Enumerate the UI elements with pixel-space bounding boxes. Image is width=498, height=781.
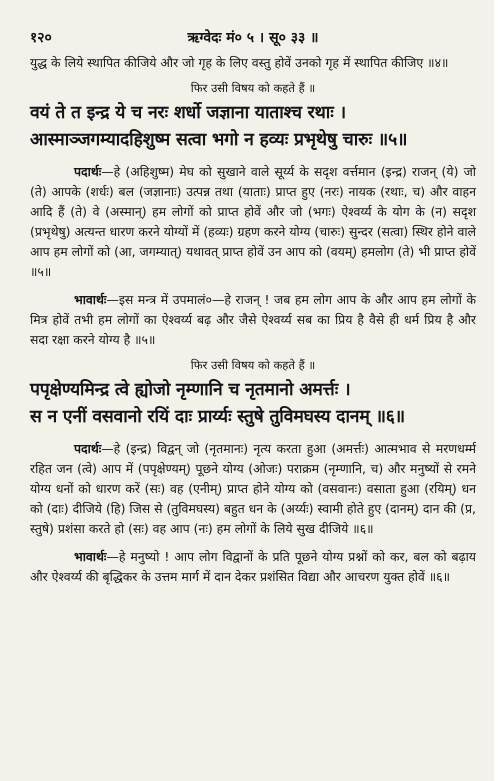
bhavartha-label: भावार्थः <box>74 292 107 307</box>
section1-bhavartha <box>30 290 476 350</box>
bhavartha-label: भावार्थः <box>74 549 107 564</box>
padartha-text: —हे (अहिशुष्म) मेघ को सुखाने वाले सूर्य्य के सदृश वर्त्तमान (इन्द्र) राजन् (ये) जो (ते) आपके (शर्धः) बल (जज्ञानाः) उत्पन्न तथा (याताः) प्राप्त हुए (नरः) नायक (रथाः, च) और वाहन आदि हैं (ते) वे (अस्मान्) हम लोगों को प्राप्त होवें और जो (भगः) ऐश्वर्य्य के योग के (न) सदृश (प्रभृथेषु) अत्यन्त धारण करने योग्यों में (हव्यः) ग्रहण करने योग्य (चारुः) सुन्दर (सत्वा) स्थिर होने वाले आप हम लोगों को (आ, जगम्यात्) यथावत् प्राप्त होवें उन आप को (वयम्) हमलोग (ते) भी प्राप्त होवें ॥५॥ <box>30 164 476 279</box>
bhavartha-text: —इस मन्त्र में उपमालं०—हे राजन् ! जब हम लोग आप के और आप हम लोगों के मित्र होवें तभी हम लोगों का ऐश्वर्य्य बढ़ और जैसे ऐश्वर्य्य सब का प्रिय है वैसे ही धर्म प्रिय है और सदा रक्षा करने योग्य है ॥५॥ <box>30 292 476 347</box>
padartha-label: पदार्थः <box>74 164 102 179</box>
spacer <box>30 539 476 547</box>
section2-padartha <box>30 439 476 539</box>
running-header <box>30 28 476 47</box>
padartha-label: पदार्थः <box>74 441 102 456</box>
section1-mantra-line2: आस्माञ्जगम्यादहिशुष्म सत्वा भगो न हव्यः प्रभृथेषु चारुः ॥५॥ <box>30 130 408 150</box>
section2-bhavartha <box>30 547 476 587</box>
page-number: १२० <box>30 30 52 46</box>
spacer <box>30 282 476 290</box>
section2-subheading: फिर उसी विषय को कहते हैं ॥ <box>190 358 316 372</box>
padartha-text: —हे (इन्द्र) विद्वन् जो (नृतमानः) नृत्य करता हुआ (अमर्त्तः) आत्मभाव से मरणधर्म्म रहित जन (त्वे) आप में (पपृक्षेण्यम्) पूछने योग्य (ओजः) पराक्रम (नृम्णानि, च) और मनुष्यों से रमने योग्य धनों को धारण करें (सः) वह (एनीम्) प्राप्त होने योग्य को (वसवानः) वसाता हुआ (रयिम्) धन को (दाः) दीजिये (हि) जिस से (तुविमघस्य) बहुत धन के (अर्य्यः) स्वामी होते हुए (दानम्) दान की (प्र, स्तुषे) प्रशंसा करते हो (सः) वह आप (नः) हम लोगों के लिये सुख दीजिये ॥६॥ <box>30 441 476 536</box>
previous-paragraph: युद्ध के लिये स्थापित कीजिये और जो गृह के लिए वस्तु होवें उनको गृह में स्थापित कीजिए ॥४॥ <box>30 55 449 70</box>
spacer <box>30 154 476 162</box>
section2-mantra-line2: स न एनीं वसवानो रयिं दाः प्रार्य्यः स्तुषे तुविमघस्य दानम् ॥६॥ <box>30 407 405 427</box>
section1-subheading: फिर उसी विषय को कहते हैं ॥ <box>190 81 316 95</box>
section1-padartha <box>30 162 476 282</box>
section1-mantra-line1: वयं ते त इन्द्र ये च नरः शर्धो जज्ञाना याताश्च रथाः । <box>30 103 346 123</box>
section2-mantra-line1: पपृक्षेण्यमिन्द्र त्वे ह्योजो नृम्णानि च नृतमानो अमर्त्तः । <box>30 380 351 400</box>
running-title: ऋग्वेदः मं० ५ । सू० ३३ ॥ <box>187 30 319 46</box>
spacer <box>30 431 476 439</box>
bhavartha-text: —हे मनुष्यो ! आप लोग विद्वानों के प्रति पूछने योग्य प्रश्नों को कर, बल को बढ़ाय और ऐश्वर्य्य की बृद्धिकर के उत्तम मार्ग में दान देकर प्रशंसित विद्या और आचरण युक्त होवें ॥६॥ <box>30 549 476 584</box>
